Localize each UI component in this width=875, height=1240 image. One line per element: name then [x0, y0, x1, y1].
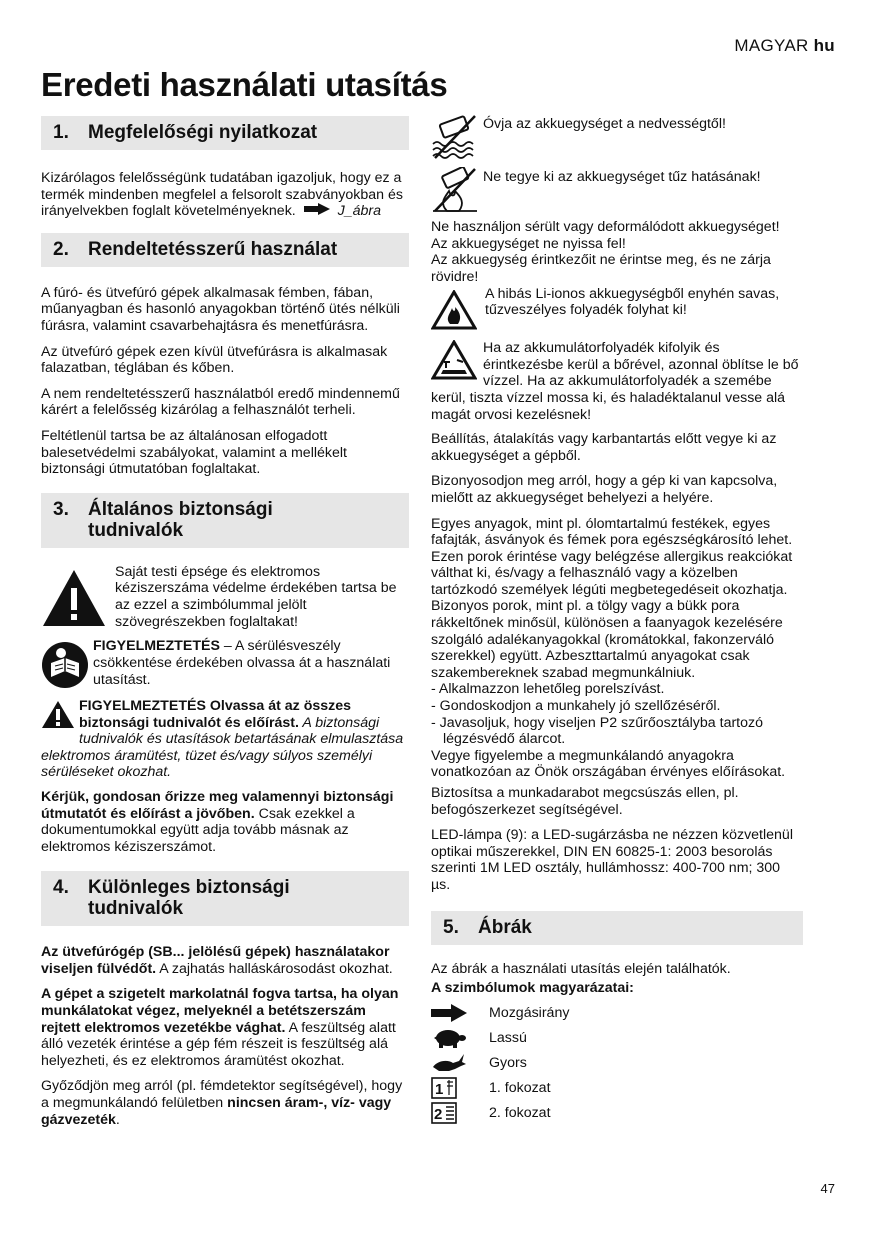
section-5-heading: 5. Ábrák [431, 911, 803, 945]
svg-text:1: 1 [435, 1081, 444, 1099]
page-number: 47 [820, 1181, 835, 1196]
legend-row: Gyors [431, 1051, 803, 1076]
do-not-open: Az akkuegységet ne nyissa fel! [431, 235, 626, 252]
remove-battery: Beállítás, átalakítás vagy karbantartás előtt vegye ki az akkuegységet a gépből. [431, 431, 777, 464]
right-column [431, 114, 803, 1126]
liion-row: A hibás Li-ionos akkuegységből enyhén savas, tűzveszélyes folyadék folyhat ki! [431, 286, 803, 335]
moisture-row: Óvja az akkuegységet a nedvességtől! [431, 114, 803, 165]
warning-row: Saját testi épsége és elektromos kéziszerszáma védelme érdekében tartsa be az ezzel a szimbólummal jelölt szövegrészekben foglaltakat! [41, 564, 409, 633]
list-item: - Alkalmazzon lehetőleg porelszívást. [431, 681, 665, 698]
fire-row: Ne tegye ki az akkuegységet tűz hatásának! [431, 167, 803, 218]
conformity-text: Kizárólagos felelősségünk tudatában igazoljuk, hogy ez a termék mindenben megfelel a felsorolt szabványokban és irányelvekben foglalt követelményeknek. J_ábra [41, 170, 403, 220]
dust-warning: Egyes anyagok, mint pl. ólomtartalmú festékek, egyes fafajták, ásványok és fémek pora egészségkárosító lehet. Ezen porok érintése vagy belégzése allergikus reakciókat válthat ki, és/vagy a felhasználó vagy a közelben tartózkodó személyek légúti megbetegedéseit okozhatja. [431, 515, 793, 598]
warning-small-icon [41, 700, 75, 734]
damaged-battery: Ne használjon sérült vagy deformálódott akkuegységet! [431, 219, 780, 236]
warning-triangle-icon [41, 568, 107, 633]
national-rules: Vegye figyelembe a megmunkálandó anyagokra vonatkozóan az Önök országában érvényes előírásokat. [431, 747, 786, 781]
switched-off: Bizonyosodjon meg arról, hogy a gép ki van kapcsolva, mielőtt az akkuegységet behelyezi a helyére. [431, 473, 778, 506]
list-item: - Gondoskodjon a munkahely jó szellőzéséről. [431, 698, 721, 715]
arrow-right-icon [304, 203, 330, 220]
left-column [41, 116, 409, 1137]
secure-workpiece: Biztosítsa a munkadarabot megcsúszás ellen, pl. befogószerkezet segítségével. [431, 785, 739, 818]
section-1-heading: 1. Megfelelőségi nyilatkozat [41, 116, 409, 150]
legend-row: Mozgásirány [431, 1001, 803, 1026]
hare-icon [431, 1053, 471, 1073]
flammable-warning-icon [431, 290, 477, 335]
svg-text:2: 2 [434, 1106, 443, 1124]
list-item: - Javasoljuk, hogy viseljen P2 szűrőosztályba tartozó légzésvédő álarcot. [431, 714, 763, 748]
section-2-heading: 2. Rendeltetésszerű használat [41, 233, 409, 267]
arrow-right-icon [431, 1004, 471, 1022]
read-manual-row: FIGYELMEZTETÉS – A sérülésveszély csökkentése érdekében olvassa át a használati utasítást. [41, 638, 409, 694]
use-paragraph-1: A fúró- és ütvefúró gépek alkalmasak fémben, fában, műanyagban és hasonló anyagokban történő ütés nélküli fúrásra, valamint csavarbehajtásra és menetfúrásra. [41, 284, 400, 335]
use-paragraph-4: Feltétlenül tartsa be az általánosan elfogadott balesetvédelmi szabályokat, valamint a mellékelt biztonsági útmutatóban foglaltakat. [41, 427, 347, 478]
leak-block: Ha az akkumulátorfolyadék kifolyik és érintkezésbe kerül a bőrével, azonnal öblítse le bő vízzel. Ha az akkumulátorfolyadék a szemébe kerül, tiszta vízzel mossa ki, és haladéktalanul vesse alá magát orvosi kezelésnek! [431, 340, 799, 423]
keep-instructions: Kérjük, gondosan őrizze meg valamennyi biztonsági útmutatót és előírást a jövőben. Csak ezekkel a dokumentumokkal együtt adja tovább másnak az elektromos kéziszerszámot. [41, 788, 394, 855]
turtle-icon [431, 1028, 471, 1048]
hearing-protection: Az ütvefúrógép (SB... jelölésű gépek) használatakor viseljen fülvédőt. A zajhatás halláskárosodást okozhat. [41, 944, 393, 977]
corrosive-warning-icon [431, 340, 477, 385]
no-moisture-icon [431, 114, 479, 165]
gear-1-icon [431, 1077, 471, 1099]
figures-note: Az ábrák a használati utasítás elején találhatók. [431, 960, 731, 977]
legend-row: Lassú [431, 1026, 803, 1051]
no-fire-icon [431, 167, 479, 218]
section-3-heading: 3. Általános biztonsági tudnivalók [41, 493, 409, 548]
gear-2-icon [431, 1102, 471, 1124]
hidden-lines: Győződjön meg arról (pl. fémdetektor segítségével), hogy a megmunkálandó felületben nincsen áram-, víz- vagy gázvezeték. [41, 1078, 403, 1128]
use-paragraph-3: A nem rendeltetésszerű használatból eredő mindennemű kárért a felelősség kizárólag a felhasználót terheli. [41, 385, 400, 419]
use-paragraph-2: Az ütvefúró gépek ezen kívül ütvefúrásra is alkalmasak falazatban, téglában és kőben. [41, 343, 388, 377]
insulated-grip: A gépet a szigetelt markolatnál fogva tartsa, ha olyan munkálatokat végez, melyeknél a betétszerszám rejtett elektromos vezetékbe vághat. A feszültség alatt álló vezeték érintése a gép fém részeit is feszültség alá helyezheti, és ez elektromos áramütést okozhat. [41, 986, 399, 1069]
dust-measures-list [431, 681, 803, 747]
led-warning: LED-lámpa (9): a LED-sugárzásba ne nézzen közvetlenül optikai műszerekkel, DIN EN 60825-1: 2003 besorolás szerinti 1M LED osztály, hullámhossz: 400-700 nm; 300 µs. [431, 827, 793, 893]
section-4-heading: 4. Különleges biztonsági tudnivalók [41, 871, 409, 926]
legend-title: A szimbólumok magyarázatai: [431, 980, 634, 997]
language-label: MAGYAR hu [734, 36, 835, 55]
oak-dust: Bizonyos porok, mint pl. a tölgy vagy a bükk pora rákkeltőnek minősül, különösen a faanyagok kezelésére szolgáló adalékanyagokkal (kromátokkal, fakonzerváló szerekkel) együtt. Azbeszttartalmú anyagokat csak szakembereknek szabad megmunkálniuk. [431, 598, 783, 681]
all-warnings-block: FIGYELMEZTETÉS Olvassa át az összes biztonsági tudnivalót és előírást. A biztonsági tudnivalók és utasítások betartásának elmulasztása elektromos áramütést, tüzet és/vagy súlyos személyi sérüléseket okozhat. [41, 697, 404, 781]
legend-row: 1 1. fokozat [431, 1076, 803, 1101]
page-title: Eredeti használati utasítás [41, 66, 448, 103]
symbol-legend [431, 1001, 803, 1126]
read-manual-icon [41, 641, 89, 694]
contacts-warning: Az akkuegység érintkezőit ne érintse meg, és ne zárja rövidre! [431, 252, 771, 285]
legend-row: 2 2. fokozat [431, 1101, 803, 1126]
